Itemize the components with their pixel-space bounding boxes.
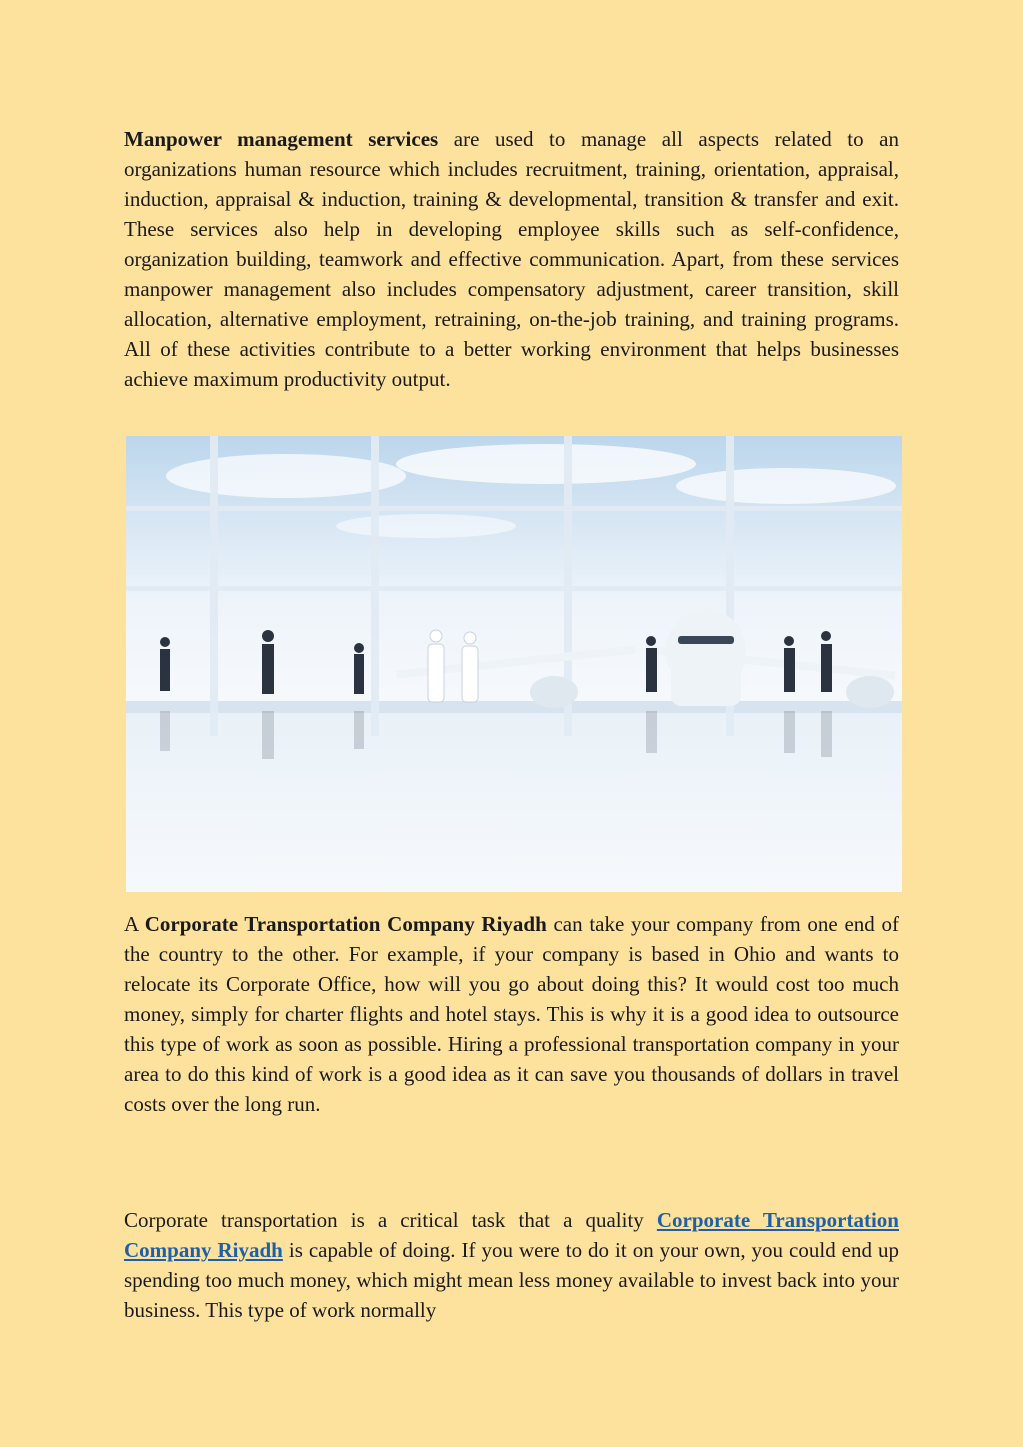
airport-terminal-photo — [126, 436, 902, 892]
paragraph-critical-task — [124, 1205, 899, 1325]
p2-bold-company: Corporate Transportation Company Riyadh — [144, 912, 547, 936]
p3-body: is capable of doing. If you were to do it on your own, you could end up spending too much money, which might mean less money available to invest back into your business. This type of work normally — [124, 1238, 899, 1322]
paragraph-manpower — [124, 124, 899, 394]
p2-lead: A — [124, 912, 145, 936]
company-link[interactable]: Corporate Transportation Company Riyadh — [124, 1208, 899, 1262]
p2-body: can take your company from one end of the country to the other. For example, if your company is based in Ohio and wants to relocate its Corporate Office, how will you go about doing this? It would cost too much money, simply for charter flights and hotel stays. This is why it is a good idea to outsource this type of work as soon as possible. Hiring a professional transportation company in your area to do this kind of work is a good idea as it can save you thousands of dollars in travel costs over the long run. — [124, 912, 899, 1116]
manpower-bold-lead: Manpower management services — [124, 127, 439, 151]
paragraph-corporate-transportation — [124, 909, 899, 1119]
p3-lead: Corporate transportation is a critical task that a quality — [124, 1208, 657, 1232]
manpower-body: are used to manage all aspects related to an organizations human resource which includes recruitment, training, orientation, appraisal, induction, appraisal & induction, training & developmental, transition & transfer and exit. These services also help in developing employee skills such as self-confidence, organization building, teamwork and effective communication. Apart, from these services manpower management also includes compensatory adjustment, career transition, skill allocation, alternative employment, retraining, on-the-job training, and training programs. All of these activities contribute to a better working environment that helps businesses achieve maximum productivity output. — [124, 127, 899, 391]
